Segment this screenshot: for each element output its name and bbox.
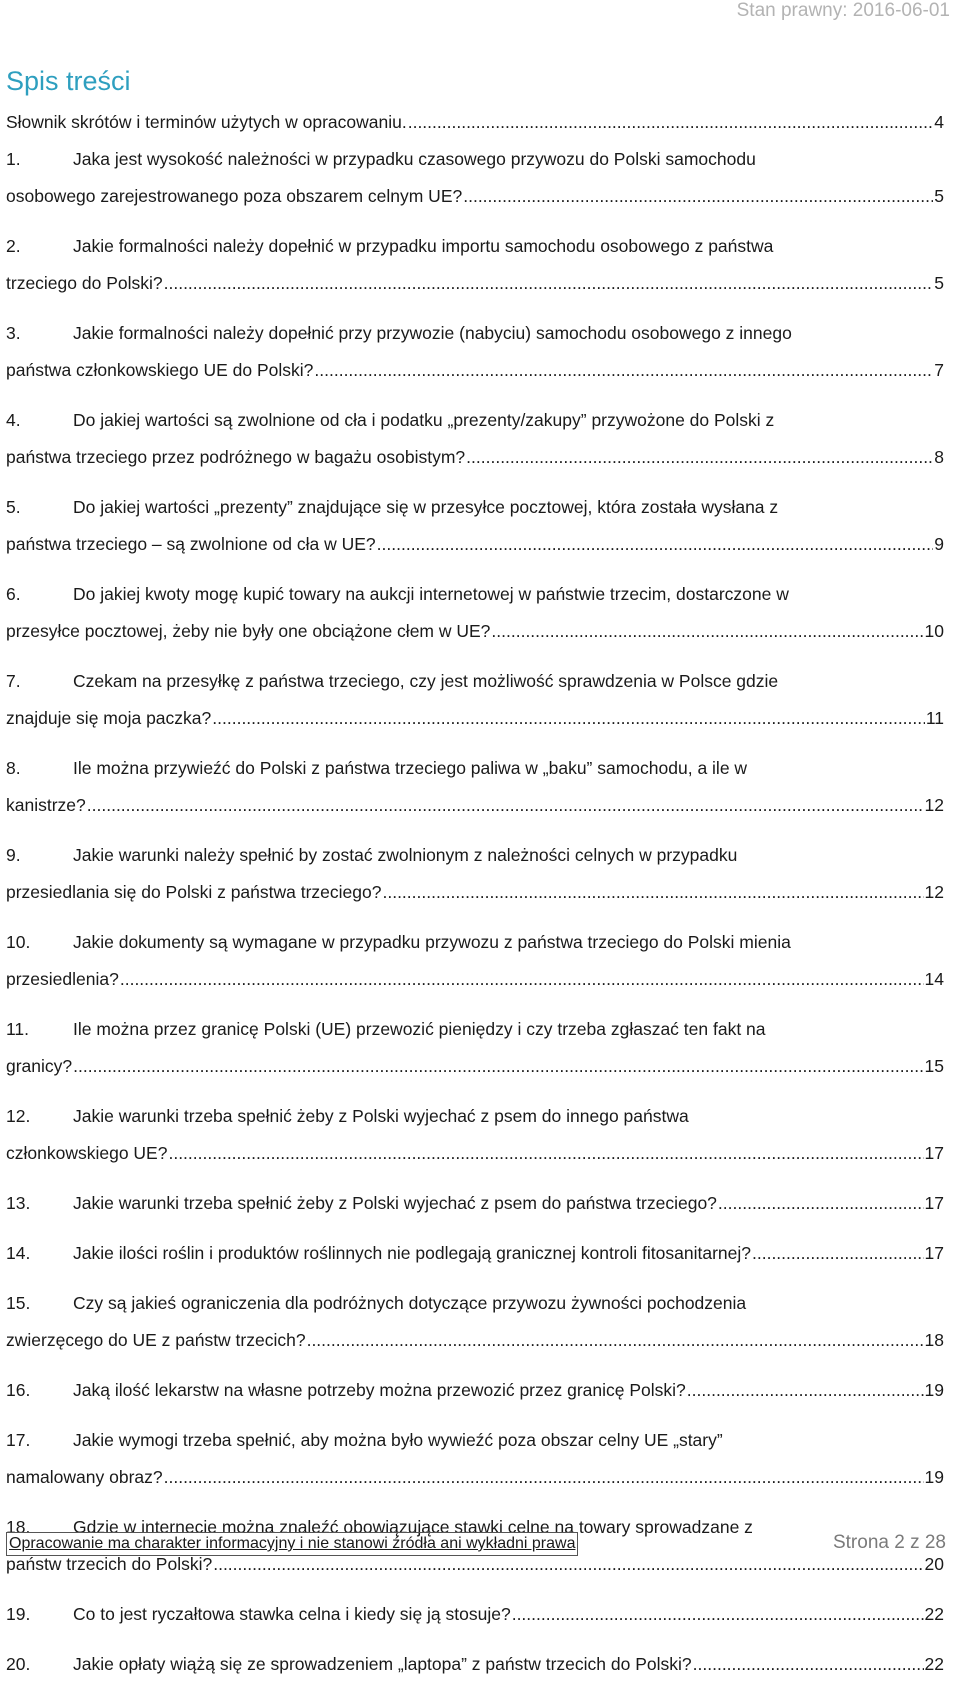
toc-entry-text: Jakie wymogi trzeba spełnić, aby można było wywieźć poza obszar celny UE „stary” <box>73 1430 723 1450</box>
dot-leader <box>512 1596 924 1633</box>
dot-leader <box>73 1048 923 1085</box>
toc-entry-number: 8. <box>6 758 21 778</box>
toc-entry-text: Jakie warunki trzeba spełnić żeby z Polski wyjechać z psem do innego państwa <box>73 1106 689 1126</box>
toc-entry-text: Jakie warunki trzeba spełnić żeby z Polski wyjechać z psem do państwa trzeciego? <box>73 1193 717 1213</box>
toc-entry[interactable] <box>6 1646 944 1683</box>
toc-entry-text: członkowskiego UE? <box>6 1143 168 1163</box>
toc-entry-page: 19 <box>924 1380 944 1400</box>
toc-entry-number: 6. <box>6 584 21 604</box>
toc-entry-page: 8 <box>934 447 944 467</box>
toc-entry-number: 3. <box>6 323 21 343</box>
toc-entry-text: Do jakiej wartości są zwolnione od cła i podatku „prezenty/zakupy” przywożone do Polski z <box>73 410 775 430</box>
footer-disclaimer: Opracowanie ma charakter informacyjny i nie stanowi źródła ani wykładni prawa <box>6 1532 578 1556</box>
toc-entry-line <box>6 750 944 787</box>
toc-entry-text: Gdzie w internecie można znaleźć obowiązujące stawki celne na towary sprowadzane z <box>73 1517 753 1537</box>
toc-entry-line <box>6 837 944 874</box>
toc-entry-text: Słownik skrótów i terminów użytych w opracowaniu. <box>6 112 407 132</box>
dot-leader <box>687 1372 924 1409</box>
toc-entry-line <box>6 402 944 439</box>
dot-leader <box>87 787 924 824</box>
toc-entry-text: Jakie formalności należy dopełnić przy przywozie (nabyciu) samochodu osobowego z innego <box>73 323 792 343</box>
toc-entry-page: 9 <box>934 534 944 554</box>
toc-entry-text: Jakie formalności należy dopełnić w przypadku importu samochodu osobowego z państwa <box>73 236 774 256</box>
toc-entry-number: 15. <box>6 1293 31 1313</box>
dot-leader <box>463 178 933 215</box>
toc-entry-number: 16. <box>6 1380 31 1400</box>
toc-entry-text: państwa trzeciego – są zwolnione od cła w UE? <box>6 534 376 554</box>
toc-entry-text: państwa członkowskiego UE do Polski? <box>6 360 314 380</box>
toc-entry-text: Ile można przez granicę Polski (UE) przewozić pieniędzy i czy trzeba zgłaszać ten fakt na <box>73 1019 766 1039</box>
toc-entry-text: Co to jest ryczałtowa stawka celna i kiedy się ją stosuje? <box>73 1604 511 1624</box>
dot-leader <box>212 700 925 737</box>
toc-entry-page: 20 <box>924 1554 944 1574</box>
dot-leader <box>307 1322 924 1359</box>
toc-entry-text: znajduje się moja paczka? <box>6 708 212 728</box>
toc-entry-page: 11 <box>925 708 944 728</box>
toc-entry-page: 17 <box>924 1193 944 1213</box>
toc-entry[interactable] <box>6 1372 944 1409</box>
toc-entry-page: 19 <box>924 1467 944 1487</box>
toc-entry-line <box>6 228 944 265</box>
dot-leader <box>408 104 934 141</box>
toc-entry-line <box>6 874 944 911</box>
toc-entry[interactable] <box>6 924 944 998</box>
toc-entry-line <box>6 576 944 613</box>
toc-entry[interactable] <box>6 576 944 650</box>
toc-entry-line <box>6 1285 944 1322</box>
toc-entry-line <box>6 613 944 650</box>
toc-entry[interactable] <box>6 837 944 911</box>
toc-entry[interactable] <box>6 663 944 737</box>
toc-list <box>6 104 944 1696</box>
toc-entry-number: 18. <box>6 1517 31 1537</box>
toc-entry-text: trzeciego do Polski? <box>6 273 163 293</box>
toc-entry-text: osobowego zarejestrowanego poza obszarem celnym UE? <box>6 186 463 206</box>
toc-entry-number: 7. <box>6 671 21 691</box>
toc-entry-number: 9. <box>6 845 21 865</box>
toc-entry[interactable] <box>6 1185 944 1222</box>
dot-leader <box>752 1235 924 1272</box>
toc-entry-number: 12. <box>6 1106 31 1126</box>
toc-entry[interactable] <box>6 228 944 302</box>
dot-leader <box>377 526 934 563</box>
toc-entry-page: 22 <box>924 1654 944 1674</box>
toc-entry-number: 11. <box>6 1019 30 1039</box>
toc-entry-page: 14 <box>924 969 944 989</box>
toc-entry-number: 1. <box>6 149 21 169</box>
toc-entry-text: Jakie opłaty wiążą się ze sprowadzeniem „laptopa” z państw trzecich do Polski? <box>73 1654 692 1674</box>
page-footer <box>6 1532 946 1572</box>
toc-entry-line <box>6 924 944 961</box>
toc-entry[interactable] <box>6 1422 944 1496</box>
toc-entry-line <box>6 1596 944 1633</box>
toc-entry[interactable] <box>6 315 944 389</box>
toc-entry-text: Czekam na przesyłkę z państwa trzeciego, czy jest możliwość sprawdzenia w Polsce gdzie <box>73 671 779 691</box>
toc-entry-page: 12 <box>924 882 944 902</box>
dot-leader <box>168 1135 923 1172</box>
toc-entry[interactable] <box>6 402 944 476</box>
toc-entry-number: 13. <box>6 1193 31 1213</box>
dot-leader <box>164 265 934 302</box>
toc-entry-text: przesyłce pocztowej, żeby nie były one obciążone cłem w UE? <box>6 621 491 641</box>
toc-entry-line <box>6 104 944 141</box>
toc-entry-number: 20. <box>6 1654 31 1674</box>
toc-entry-line <box>6 700 944 737</box>
toc-entry-line <box>6 1098 944 1135</box>
toc-entry[interactable] <box>6 1011 944 1085</box>
toc-entry[interactable] <box>6 141 944 215</box>
toc-entry-line <box>6 439 944 476</box>
toc-entry-page: 5 <box>934 186 944 206</box>
toc-entry-text: zwierzęcego do UE z państw trzecich? <box>6 1330 306 1350</box>
dot-leader <box>382 874 923 911</box>
toc-entry-number: 19. <box>6 1604 31 1624</box>
toc-entry-number: 14. <box>6 1243 31 1263</box>
toc-entry[interactable] <box>6 1285 944 1359</box>
toc-entry-line <box>6 663 944 700</box>
toc-entry-text: Do jakiej wartości „prezenty” znajdujące się w przesyłce pocztowej, która została wysłana z <box>73 497 779 517</box>
toc-entry-text: Jaka jest wysokość należności w przypadku czasowego przywozu do Polski samochodu <box>73 149 756 169</box>
toc-entry-line <box>6 1235 944 1272</box>
header-status: Stan prawny: 2016-06-01 <box>736 0 950 21</box>
toc-entry-page: 5 <box>934 273 944 293</box>
toc-entry-page: 17 <box>924 1143 944 1163</box>
toc-entry[interactable] <box>6 104 944 141</box>
toc-entry-page: 12 <box>924 795 944 815</box>
toc-entry-page: 22 <box>924 1604 944 1624</box>
toc-entry[interactable] <box>6 1596 944 1633</box>
toc-entry-line <box>6 489 944 526</box>
toc-entry-line <box>6 265 944 302</box>
toc-entry-text: kanistrze? <box>6 795 86 815</box>
toc-entry[interactable] <box>6 1098 944 1172</box>
toc-entry-line <box>6 141 944 178</box>
dot-leader <box>693 1646 924 1683</box>
toc-entry-text: granicy? <box>6 1056 73 1076</box>
toc-entry-number: 5. <box>6 497 21 517</box>
toc-entry-text: Jakie warunki należy spełnić by zostać zwolnionym z należności celnych w przypadku <box>73 845 738 865</box>
dot-leader <box>466 439 933 476</box>
toc-entry-line <box>6 352 944 389</box>
toc-entry-line <box>6 315 944 352</box>
toc-entry-text: Jakie dokumenty są wymagane w przypadku przywozu z państwa trzeciego do Polski mienia <box>73 932 791 952</box>
toc-entry-line <box>6 1011 944 1048</box>
toc-title: Spis treści <box>6 66 131 96</box>
toc-entry[interactable] <box>6 1235 944 1272</box>
toc-entry-page: 17 <box>924 1243 944 1263</box>
toc-entry-line <box>6 1646 944 1683</box>
dot-leader <box>491 613 923 650</box>
toc-entry-text: państwa trzeciego przez podróżnego w bagażu osobistym? <box>6 447 466 467</box>
toc-entry-line <box>6 1422 944 1459</box>
toc-entry-text: Czy są jakieś ograniczenia dla podróżnych dotyczące przywozu żywności pochodzenia <box>73 1293 747 1313</box>
toc-entry-text: Do jakiej kwoty mogę kupić towary na aukcji internetowej w państwie trzecim, dostarczone w <box>73 584 789 604</box>
dot-leader <box>164 1459 924 1496</box>
toc-entry[interactable] <box>6 750 944 824</box>
toc-entry-number: 4. <box>6 410 21 430</box>
toc-entry-line <box>6 1372 944 1409</box>
toc-entry-line <box>6 1459 944 1496</box>
toc-entry-line <box>6 1048 944 1085</box>
toc-entry-page: 15 <box>924 1056 944 1076</box>
page-number: Strona 2 z 28 <box>832 1532 946 1553</box>
toc-entry-text: Jakie ilości roślin i produktów roślinnych nie podlegają granicznej kontroli fitosanitarnej? <box>73 1243 751 1263</box>
toc-entry-number: 17. <box>6 1430 31 1450</box>
toc-entry-text: przesiedlenia? <box>6 969 119 989</box>
toc-entry-line <box>6 1135 944 1172</box>
toc-entry-text: państw trzecich do Polski? <box>6 1554 213 1574</box>
toc-entry-text: Ile można przywieźć do Polski z państwa trzeciego paliwa w „baku” samochodu, a ile w <box>73 758 748 778</box>
toc-entry-line <box>6 1185 944 1222</box>
toc-entry-line <box>6 1322 944 1359</box>
toc-entry-page: 18 <box>924 1330 944 1350</box>
toc-entry[interactable] <box>6 489 944 563</box>
toc-entry-page: 10 <box>924 621 944 641</box>
toc-entry-line <box>6 526 944 563</box>
toc-entry-page: 7 <box>934 360 944 380</box>
toc-entry-line <box>6 787 944 824</box>
dot-leader <box>120 961 924 998</box>
dot-leader <box>718 1185 924 1222</box>
toc-entry-text: przesiedlania się do Polski z państwa trzeciego? <box>6 882 382 902</box>
toc-entry-text: namalowany obraz? <box>6 1467 163 1487</box>
dot-leader <box>314 352 933 389</box>
toc-entry-line <box>6 178 944 215</box>
toc-entry-page: 4 <box>934 112 944 132</box>
toc-entry-number: 2. <box>6 236 21 256</box>
toc-entry-text: Jaką ilość lekarstw na własne potrzeby można przewozić przez granicę Polski? <box>73 1380 686 1400</box>
toc-entry-line <box>6 961 944 998</box>
toc-entry-number: 10. <box>6 932 31 952</box>
